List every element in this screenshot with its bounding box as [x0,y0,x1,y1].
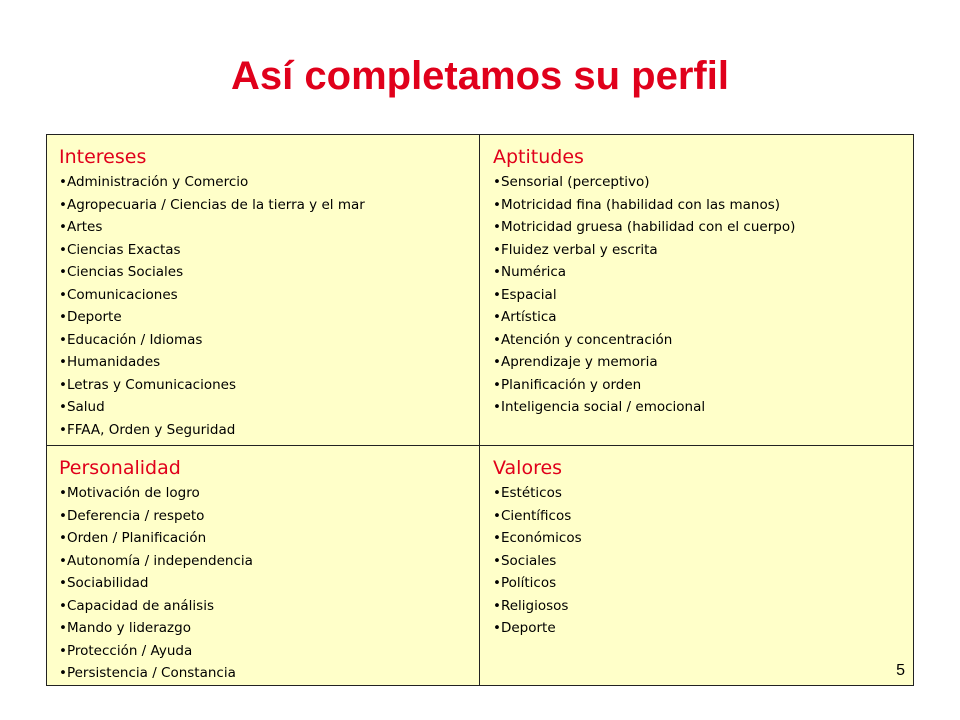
list-item: • Atención y concentración [493,329,901,352]
list-item: • Fluidez verbal y escrita [493,239,901,262]
cell-intereses [47,135,480,446]
cell-aptitudes [480,135,913,446]
list-item: • Ciencias Exactas [59,239,467,262]
list-item: • Salud [59,396,467,419]
aptitudes-list [493,171,901,419]
list-item: • Artística [493,306,901,329]
list-item: • Planificación y orden [493,374,901,397]
intereses-list [59,171,467,441]
list-item: • Sociales [493,550,901,573]
cell-heading: Personalidad [59,457,181,479]
list-item: • Económicos [493,527,901,550]
cell-heading: Valores [493,457,563,479]
list-item: • Administración y Comercio [59,171,467,194]
cell-heading: Intereses [59,146,147,168]
list-item: • Letras y Comunicaciones [59,374,467,397]
personalidad-list [59,482,467,685]
list-item: • Estéticos [493,482,901,505]
list-item: • Sociabilidad [59,572,467,595]
list-item: • Sensorial (perceptivo) [493,171,901,194]
list-item: • Ciencias Sociales [59,261,467,284]
list-item: • FFAA, Orden y Seguridad [59,419,467,442]
list-item: • Mando y liderazgo [59,617,467,640]
list-item: • Artes [59,216,467,239]
list-item: • Motricidad fina (habilidad con las manos) [493,194,901,217]
list-item: • Deferencia / respeto [59,505,467,528]
profile-table [46,134,914,686]
list-item: • Motricidad gruesa (habilidad con el cuerpo) [493,216,901,239]
cell-valores [480,446,913,685]
list-item: • Orden / Planificación [59,527,467,550]
list-item: • Autonomía / independencia [59,550,467,573]
list-item: • Capacidad de análisis [59,595,467,618]
valores-list [493,482,901,640]
list-item: • Educación / Idiomas [59,329,467,352]
list-item: • Inteligencia social / emocional [493,396,901,419]
list-item: • Agropecuaria / Ciencias de la tierra y el mar [59,194,467,217]
list-item: • Comunicaciones [59,284,467,307]
list-item: • Persistencia / Constancia [59,662,467,685]
list-item: • Deporte [493,617,901,640]
list-item: • Protección / Ayuda [59,640,467,663]
list-item: • Espacial [493,284,901,307]
list-item: • Científicos [493,505,901,528]
list-item: • Políticos [493,572,901,595]
list-item: • Aprendizaje y memoria [493,351,901,374]
list-item: • Numérica [493,261,901,284]
list-item: • Deporte [59,306,467,329]
page-title: Así completamos su perfil [231,54,729,98]
list-item: • Humanidades [59,351,467,374]
cell-heading: Aptitudes [493,146,584,168]
list-item: • Religiosos [493,595,901,618]
cell-personalidad [47,446,480,685]
page-number: 5 [896,662,905,679]
list-item: • Motivación de logro [59,482,467,505]
